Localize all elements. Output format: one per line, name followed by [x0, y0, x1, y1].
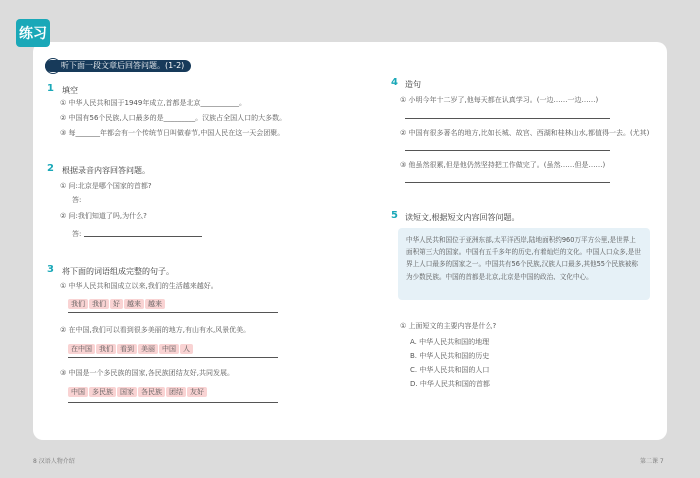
- section-4-item-2-answer-line[interactable]: [405, 150, 610, 151]
- section-5-number: 5: [391, 210, 398, 221]
- option-a[interactable]: A. 中华人民共和国的地理: [410, 338, 490, 346]
- section-4-item-3: ③ 他虽然很累,但是他仍然坚持把工作做完了。(虽然……但是……): [400, 161, 606, 169]
- section-3-item-2-prompt: ② 在中国,我们可以看到很多美丽的地方,有山有水,风景优美。: [60, 326, 251, 334]
- word-chip[interactable]: 我们: [68, 299, 88, 309]
- section-3-item-3-prompt: ③ 中国是一个多民族的国家,各民族团结友好,共同发展。: [60, 369, 234, 377]
- word-chip[interactable]: 好: [110, 299, 123, 309]
- section-4-item-2: ② 中国有很多著名的地方,比如长城、故宫、西湖和桂林山水,都值得一去。(尤其): [400, 129, 650, 137]
- word-chip[interactable]: 多民族: [89, 387, 116, 397]
- section-4-item-3-answer-line[interactable]: [405, 182, 610, 183]
- section-4-title: 造句: [405, 80, 421, 89]
- option-b[interactable]: B. 中华人民共和国的历史: [410, 352, 490, 360]
- word-chip[interactable]: 友好: [187, 387, 207, 397]
- section-5-title: 读短文,根据短文内容回答问题。: [405, 213, 520, 222]
- option-d[interactable]: D. 中华人民共和国的首都: [410, 380, 490, 388]
- word-chip[interactable]: 美丽: [138, 344, 158, 354]
- word-chip[interactable]: 各民族: [138, 387, 165, 397]
- section-2-number: 2: [47, 163, 54, 174]
- section-3-item-3-answer-line[interactable]: [68, 402, 278, 403]
- section-4-number: 4: [391, 77, 398, 88]
- section-3-title: 将下面的词语组成完整的句子。: [62, 267, 174, 276]
- section-3-item-2-chips: [68, 336, 194, 355]
- section-1-title: 填空: [62, 86, 78, 95]
- word-chip[interactable]: 人: [180, 344, 193, 354]
- reading-passage: 中华人民共和国位于亚洲东部,太平洋西岸,陆地面积约960万平方公里,是世界上面积第三大的国家。中国有五千多年的历史,有着灿烂的文化。中国人口众多,是世界上人口最多的国家之一。中国共有56个民族,汉族人口最多,其他55个民族被称为少数民族。中国的首都是北京,北京是中国的政治、文化中心。: [398, 228, 650, 300]
- section-4-item-1-answer-line[interactable]: [405, 118, 610, 119]
- section-2-question-1: ① 问:北京是哪个国家的首都?: [60, 182, 152, 190]
- footer-left: 8 汉语人物介绍: [33, 458, 75, 465]
- option-c[interactable]: C. 中华人民共和国的人口: [410, 366, 490, 374]
- section-3-number: 3: [47, 264, 54, 275]
- section-1-number: 1: [47, 83, 54, 94]
- section-2-answer-2-label: 答:: [72, 230, 82, 238]
- section-3-item-1-answer-line[interactable]: [68, 312, 278, 313]
- section-2-title: 根据录音内容回答问题。: [62, 166, 150, 175]
- word-chip[interactable]: 团结: [166, 387, 186, 397]
- section-5-question: ① 上面短文的主要内容是什么?: [400, 322, 497, 330]
- word-chip[interactable]: 越来: [124, 299, 144, 309]
- word-chip[interactable]: 我们: [96, 344, 116, 354]
- word-chip[interactable]: 中国: [159, 344, 179, 354]
- exercise-tag: 练习: [16, 19, 50, 47]
- footer-right: 第二课 7: [640, 458, 664, 465]
- section-3-item-1-chips: [68, 291, 166, 310]
- word-chip[interactable]: 中国: [68, 387, 88, 397]
- section-3-item-3-chips: [68, 379, 208, 398]
- section-3-item-2-answer-line[interactable]: [68, 357, 278, 358]
- section-3-item-1-prompt: ① 中华人民共和国成立以来,我们的生活越来越好。: [60, 282, 218, 290]
- word-chip[interactable]: 在中国: [68, 344, 95, 354]
- word-chip[interactable]: 我们: [89, 299, 109, 309]
- section-4-item-1: ① 小明今年十二岁了,他每天都在认真学习。(一边……一边……): [400, 96, 599, 104]
- section-1-line-1: ① 中华人民共和国于1949年成立,首都是北京___________。: [60, 99, 247, 107]
- word-chip[interactable]: 国家: [117, 387, 137, 397]
- listen-instruction: 听下面一段文章后回答问题。(1-2): [45, 60, 191, 72]
- section-2-answer-1-label: 答:: [72, 196, 82, 204]
- section-1-line-3: ③ 每_______年都会有一个传统节日叫做春节,中国人民在这一天会团聚。: [60, 129, 285, 137]
- word-chip[interactable]: 看到: [117, 344, 137, 354]
- section-2-question-2: ② 问:我们知道了吗,为什么?: [60, 212, 147, 220]
- section-1-line-2: ② 中国有56个民族,人口最多的是_________。汉族占全国人口的大多数。: [60, 114, 287, 122]
- word-chip[interactable]: 越来: [145, 299, 165, 309]
- answer-2-line[interactable]: [84, 236, 202, 237]
